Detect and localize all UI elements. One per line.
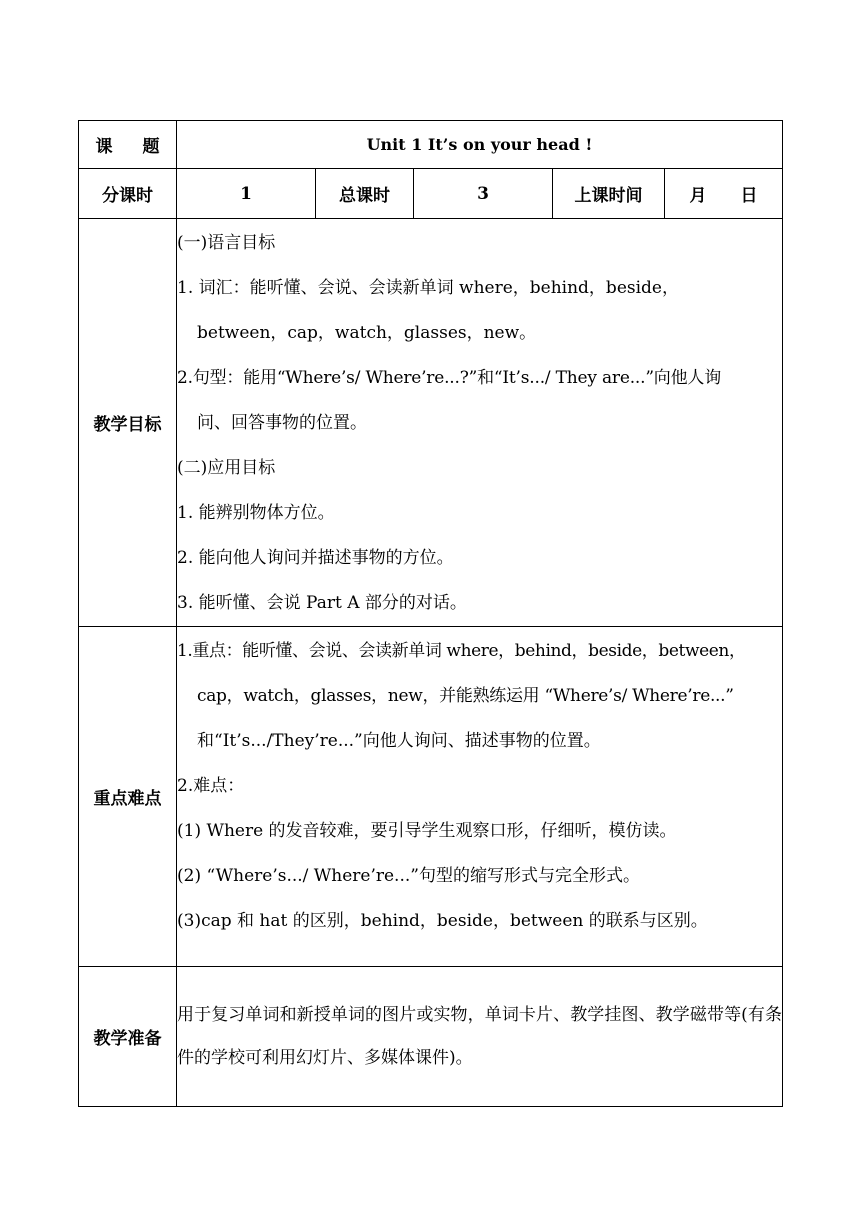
objectives-line: (二)应用目标 xyxy=(177,458,276,478)
objectives-line: 1. 词汇：能听懂、会说、会读新单词 where，behind，beside， xyxy=(177,278,679,298)
lesson-plan-table xyxy=(78,120,783,1107)
objectives-line: 2.句型：能用“Where’s/ Where’re...?”和“It’s.../ They are...”向他人询 xyxy=(177,368,722,388)
period-label-cell xyxy=(79,169,177,219)
topic-label-cell xyxy=(79,121,177,169)
key-points-line: 2.难点： xyxy=(177,776,245,796)
total-value: 3 xyxy=(477,183,489,204)
row-preparation xyxy=(79,967,783,1107)
key-points-line: 1.重点：能听懂、会说、会读新单词 where，behind，beside，between， xyxy=(177,641,746,661)
objectives-line: 3. 能听懂、会说 Part A 部分的对话。 xyxy=(177,593,467,613)
row-periods xyxy=(79,169,783,219)
day-label: 日 xyxy=(740,186,758,206)
key-points-label-cell xyxy=(79,627,177,967)
preparation-content xyxy=(177,967,783,1107)
objectives-content xyxy=(177,219,783,627)
key-points-line: (3)cap 和 hat 的区别，behind，beside，between 的联系与区别。 xyxy=(177,911,708,931)
period-label: 分课时 xyxy=(102,186,153,206)
objectives-label: 教学目标 xyxy=(93,415,162,435)
time-label-cell xyxy=(553,169,665,219)
topic-label: 课 题 xyxy=(95,137,160,157)
objectives-line: (一)语言目标 xyxy=(177,233,276,253)
objectives-line: 1. 能辨别物体方位。 xyxy=(177,503,335,523)
lesson-title: Unit 1 It’s on your head ! xyxy=(366,135,593,154)
row-key-points xyxy=(79,627,783,967)
date-cell xyxy=(665,169,783,219)
row-topic xyxy=(79,121,783,169)
preparation-label: 教学准备 xyxy=(93,1029,162,1049)
key-points-line: (1) Where 的发音较难，要引导学生观察口形，仔细听，模仿读。 xyxy=(177,821,677,841)
objectives-line: 2. 能向他人询问并描述事物的方位。 xyxy=(177,548,454,568)
key-points-line: (2) “Where’s.../ Where’re...”句型的缩写形式与完全形式。 xyxy=(177,866,640,886)
key-points-content xyxy=(177,627,783,967)
key-points-line: cap，watch，glasses，new，并能熟练运用 “Where’s/ Where’re...” xyxy=(197,686,734,706)
period-value-cell xyxy=(177,169,316,219)
month-label: 月 xyxy=(689,186,707,206)
preparation-label-cell xyxy=(79,967,177,1107)
topic-title-cell xyxy=(177,121,783,169)
total-value-cell xyxy=(414,169,553,219)
objectives-line: 问、回答事物的位置。 xyxy=(197,413,367,433)
preparation-text: 用于复习单词和新授单词的图片或实物，单词卡片、教学挂图、教学磁带等(有条件的学校可利用幻灯片、多媒体课件)。 xyxy=(177,1004,782,1068)
period-value: 1 xyxy=(240,183,252,204)
key-points-line: 和“It’s.../They’re...”向他人询问、描述事物的位置。 xyxy=(197,731,601,751)
total-label-cell xyxy=(316,169,414,219)
objectives-label-cell xyxy=(79,219,177,627)
objectives-line: between，cap，watch，glasses，new。 xyxy=(197,323,537,343)
total-label: 总课时 xyxy=(339,186,390,206)
time-label: 上课时间 xyxy=(574,186,643,206)
row-objectives xyxy=(79,219,783,627)
key-points-label: 重点难点 xyxy=(93,789,162,809)
